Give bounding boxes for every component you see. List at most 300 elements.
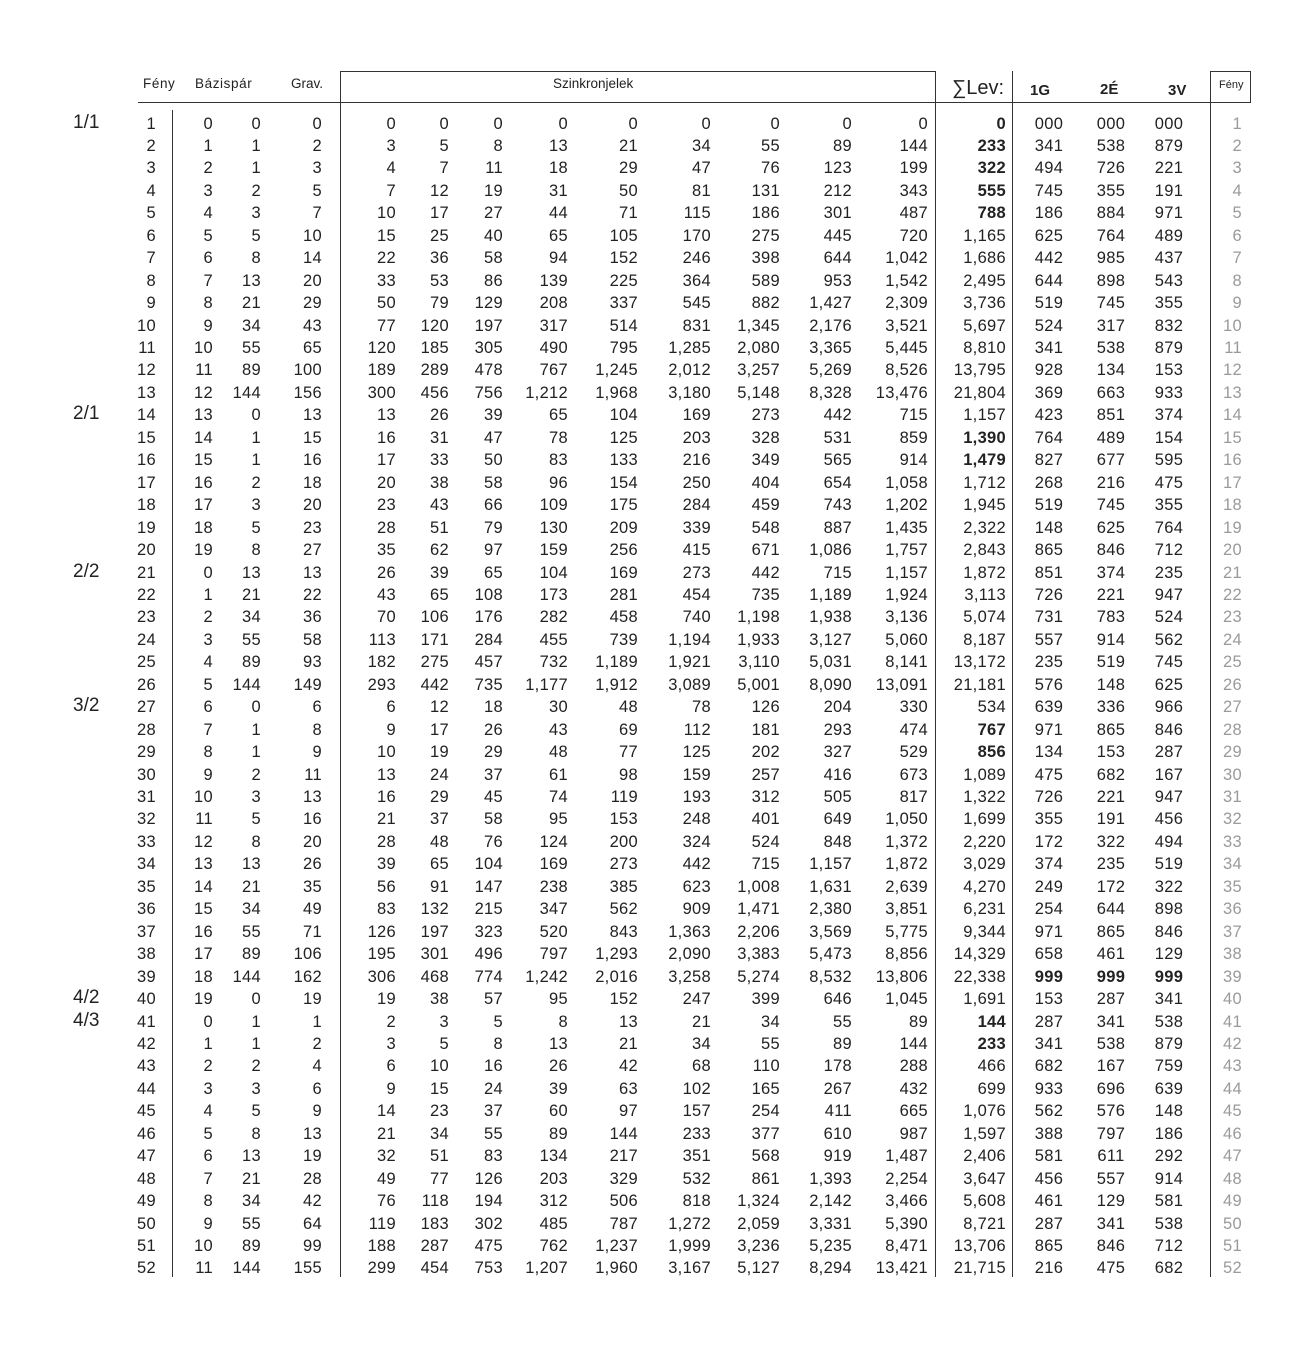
szinkron-value: 404 [751,473,780,492]
szinkron-value: 1,968 [595,383,638,402]
value-2e: 461 [1096,945,1126,964]
row-number-right: 7 [1232,249,1242,268]
bazispar-a: 1 [203,585,213,604]
bazispar-b: 5 [251,1102,261,1121]
sum-lev-value: 21,181 [953,675,1006,694]
row-number-right: 8 [1232,271,1242,290]
value-3v: 832 [1154,316,1184,335]
section-label: 3/2 [73,695,100,717]
value-3v: 191 [1154,181,1184,200]
bazispar-a: 1 [203,1034,213,1053]
szinkron-value: 171 [420,630,449,649]
szinkron-value: 28 [377,518,396,537]
szinkron-value: 154 [609,473,638,492]
grav-value: 36 [303,608,322,627]
szinkron-value: 48 [430,832,449,851]
szinkron-value: 649 [823,810,852,829]
szinkron-value: 38 [430,990,449,1009]
bazispar-a: 10 [194,1237,213,1255]
value-2e: 374 [1096,563,1126,582]
szinkron-value: 1,045 [885,990,928,1009]
szinkron-value: 3,466 [885,1192,928,1211]
szinkron-value: 55 [484,1124,503,1143]
sum-lev-value: 1,390 [963,428,1006,447]
szinkron-value: 8 [493,136,503,155]
szinkron-value: 113 [368,630,396,649]
value-1g: 287 [1034,1012,1064,1031]
grav-value: 1 [312,1012,322,1031]
szinkron-value: 5,127 [737,1259,780,1278]
szinkron-value: 329 [609,1169,638,1188]
bazispar-a: 7 [203,720,213,739]
value-1g: 369 [1034,383,1064,402]
szinkron-value: 74 [549,788,568,806]
szinkron-value: 385 [609,877,638,896]
szinkron-value: 203 [682,428,711,447]
bazispar-b: 3 [251,1079,261,1098]
value-3v: 879 [1154,136,1184,155]
row-number-right: 39 [1223,967,1242,986]
szinkron-value: 442 [823,406,852,425]
szinkron-value: 120 [420,316,449,335]
szinkron-value: 43 [549,720,568,739]
value-3v: 341 [1154,990,1184,1009]
grav-value: 42 [303,1192,322,1211]
row-number: 37 [137,922,156,941]
szinkron-value: 818 [682,1192,711,1211]
szinkron-value: 715 [823,563,852,582]
szinkron-value: 49 [377,1169,396,1188]
row-number: 48 [137,1169,156,1188]
szinkron-value: 1,212 [525,383,568,402]
header-feny-right: Fény [1219,79,1244,91]
row-number: 23 [137,608,156,627]
row-number-right: 35 [1223,877,1242,896]
value-1g: 456 [1034,1169,1064,1188]
szinkron-value: 176 [474,608,503,627]
value-1g: 172 [1034,832,1064,851]
szinkron-value: 134 [539,1147,568,1166]
szinkron-value: 129 [474,294,503,313]
row-number: 45 [137,1102,156,1121]
value-1g: 524 [1034,316,1064,335]
value-1g: 388 [1034,1124,1064,1143]
szinkron-value: 740 [682,608,711,627]
szinkron-value: 13 [377,406,396,425]
szinkron-value: 1,237 [595,1237,638,1255]
grav-value: 26 [303,855,322,874]
row-number: 49 [137,1192,156,1211]
szinkron-value: 79 [430,294,449,313]
szinkron-value: 3,236 [737,1237,780,1255]
bazispar-a: 3 [203,181,213,200]
szinkron-value: 0 [386,114,396,133]
szinkron-value: 1,487 [885,1147,928,1166]
szinkron-value: 327 [823,743,852,762]
header-bottom-rule [138,102,1250,103]
sum-lev-value: 144 [977,1012,1006,1031]
szinkron-value: 5,274 [737,967,780,986]
szinkron-value: 909 [682,900,711,919]
section-label: 2/1 [73,403,100,425]
value-1g: 249 [1034,877,1064,896]
szinkron-value: 8 [558,1012,568,1031]
szinkron-value: 411 [824,1102,852,1121]
grav-value: 5 [312,181,322,200]
bazispar-b: 0 [251,698,261,717]
row-number-right: 36 [1223,900,1242,919]
row-number: 8 [146,271,156,290]
row-number-right: 11 [1224,339,1242,357]
szinkron-value: 24 [430,765,449,784]
grav-value: 18 [303,473,322,492]
szinkron-value: 65 [430,585,449,604]
szinkron-value: 987 [899,1124,928,1143]
grav-value: 7 [312,204,322,223]
szinkron-value: 312 [751,788,780,806]
grav-value: 71 [303,922,322,941]
szinkron-value: 1,757 [885,541,928,560]
value-1g: 562 [1034,1102,1064,1121]
szinkron-value: 1,999 [668,1237,711,1255]
grav-value: 65 [303,339,322,357]
row-number: 28 [137,720,156,739]
grav-value: 162 [293,967,322,986]
szinkron-value: 531 [823,428,852,447]
szinkron-value: 273 [609,855,638,874]
szinkron-value: 8 [493,1034,503,1053]
value-2e: 576 [1096,1102,1126,1121]
bazispar-b: 1 [251,159,261,178]
szinkron-value: 5,390 [885,1214,928,1233]
row-number: 1 [146,114,156,133]
value-3v: 519 [1154,855,1184,874]
szinkron-value: 1,194 [668,630,711,649]
szinkron-value: 11 [485,159,503,178]
bazispar-b: 55 [242,630,261,649]
row-number-right: 13 [1223,383,1242,402]
szinkron-value: 33 [430,451,449,470]
row-number-right: 49 [1223,1192,1242,1211]
szinkron-value: 919 [823,1147,852,1166]
szinkron-value: 2 [386,1012,396,1031]
szinkron-value: 442 [682,855,711,874]
value-3v: 437 [1154,249,1184,268]
szinkron-value: 0 [918,114,928,133]
szinkron-value: 644 [823,249,852,268]
szinkron-value: 861 [751,1169,780,1188]
szinkron-value: 454 [682,585,711,604]
szinkron-value: 105 [609,226,638,245]
row-number: 40 [137,990,156,1009]
value-1g: 625 [1034,226,1064,245]
bazispar-b: 3 [251,496,261,515]
szinkron-value: 26 [430,406,449,425]
szinkron-value: 1,050 [885,810,928,829]
sum-lev-value: 3,736 [963,294,1006,313]
bazispar-a: 12 [194,383,213,402]
row-number-right: 15 [1223,428,1242,447]
value-3v: 745 [1154,653,1184,672]
grav-value: 29 [303,294,322,313]
row-number: 35 [137,877,156,896]
szinkron-value: 1,393 [809,1169,852,1188]
value-3v: 475 [1154,473,1184,492]
szinkron-value: 22 [377,249,396,268]
szinkron-value: 953 [823,271,852,290]
szinkron-value: 739 [609,630,638,649]
bazispar-a: 0 [203,563,213,582]
row-number-right: 47 [1223,1147,1242,1166]
bazispar-a: 4 [203,653,213,672]
row-number: 31 [137,788,156,806]
szinkron-value: 65 [549,406,568,425]
value-2e: 538 [1096,136,1126,155]
szinkron-value: 562 [609,900,638,919]
row-number: 27 [137,698,156,717]
value-3v: 947 [1154,788,1184,806]
szinkron-value: 665 [899,1102,928,1121]
header-top-rule [340,71,935,72]
value-3v: 355 [1154,496,1184,515]
value-1g: 865 [1034,1237,1064,1255]
value-3v: 712 [1154,541,1184,560]
szinkron-value: 2,176 [809,316,852,335]
szinkron-value: 328 [751,428,780,447]
szinkron-value: 532 [682,1169,711,1188]
value-2e: 985 [1096,249,1126,268]
szinkron-value: 120 [367,339,396,357]
szinkron-value: 848 [823,832,852,851]
szinkron-value: 16 [484,1057,503,1076]
value-2e: 322 [1096,832,1126,851]
bazispar-a: 10 [194,339,213,357]
row-number-right: 25 [1223,653,1242,672]
grav-value: 4 [312,1057,322,1076]
szinkron-value: 735 [474,675,503,694]
szinkron-value: 8,471 [885,1237,928,1255]
sum-lev-value: 21,715 [953,1259,1006,1278]
szinkron-value: 169 [682,406,711,425]
szinkron-value: 66 [484,496,503,515]
value-2e: 557 [1096,1169,1126,1188]
sum-lev-value: 2,406 [963,1147,1006,1166]
szinkron-value: 77 [377,316,396,335]
bazispar-a: 15 [194,900,213,919]
szinkron-value: 42 [619,1057,638,1076]
szinkron-value: 58 [484,249,503,268]
szinkron-value: 181 [751,720,780,739]
value-2e: 000 [1096,114,1126,133]
bazispar-a: 11 [195,810,213,829]
szinkron-value: 13,091 [875,675,928,694]
szinkron-value: 86 [484,271,503,290]
szinkron-value: 19 [377,990,396,1009]
szinkron-value: 401 [751,810,780,829]
row-number: 14 [137,406,156,425]
szinkron-value: 0 [701,114,711,133]
szinkron-value: 182 [367,653,396,672]
szinkron-value: 19 [430,743,449,762]
sum-lev-value: 699 [977,1079,1006,1098]
szinkron-value: 2,309 [885,294,928,313]
grav-value: 100 [293,361,322,380]
value-1g: 557 [1034,630,1064,649]
bazispar-a: 14 [194,428,213,447]
szinkron-value: 48 [549,743,568,762]
row-number: 34 [137,855,156,874]
bazispar-b: 2 [251,1057,261,1076]
szinkron-value: 108 [474,585,503,604]
szinkron-value: 139 [539,271,568,290]
szinkron-value: 65 [430,855,449,874]
value-2e: 846 [1096,1237,1126,1255]
szinkron-value: 97 [619,1102,638,1121]
szinkron-value: 202 [751,743,780,762]
szinkron-value: 65 [549,226,568,245]
szinkron-value: 31 [549,181,568,200]
szinkron-value: 302 [474,1214,503,1233]
szinkron-value: 153 [609,810,638,829]
szinkron-value: 2,016 [595,967,638,986]
szinkron-value: 1,427 [809,294,852,313]
szinkron-value: 0 [628,114,638,133]
bazispar-a: 16 [194,922,213,941]
bazispar-a: 4 [203,1102,213,1121]
bazispar-b: 144 [232,675,261,694]
szinkron-value: 152 [609,249,638,268]
value-2e: 851 [1096,406,1126,425]
szinkron-value: 2,059 [737,1214,780,1233]
szinkron-value: 39 [377,855,396,874]
bazispar-b: 21 [242,1169,261,1188]
row-number: 30 [137,765,156,784]
szinkron-value: 8,294 [809,1259,852,1278]
sum-lev-value: 1,597 [963,1124,1006,1143]
szinkron-value: 89 [833,1034,852,1053]
value-2e: 287 [1096,990,1126,1009]
row-number: 16 [137,451,156,470]
bazispar-a: 0 [203,114,213,133]
szinkron-value: 110 [752,1057,780,1076]
szinkron-value: 12 [430,181,449,200]
bazispar-a: 6 [203,698,213,717]
szinkron-value: 8,532 [809,967,852,986]
szinkron-value: 57 [484,990,503,1009]
szinkron-value: 50 [484,451,503,470]
row-number: 44 [137,1079,156,1098]
szinkron-value: 23 [377,496,396,515]
value-2e: 167 [1096,1057,1126,1076]
szinkron-value: 83 [549,451,568,470]
szinkron-value: 1,198 [737,608,780,627]
szinkron-value: 454 [420,1259,449,1278]
szinkron-value: 65 [484,563,503,582]
szinkron-value: 457 [474,653,503,672]
bazispar-b: 13 [242,1147,261,1166]
bazispar-a: 17 [194,945,213,964]
szinkron-value: 281 [609,585,638,604]
sum-lev-value: 3,029 [963,855,1006,874]
grav-value: 13 [303,563,322,582]
szinkron-value: 8,090 [809,675,852,694]
szinkron-value: 37 [430,810,449,829]
grav-value: 8 [312,720,322,739]
szinkron-value: 102 [682,1079,711,1098]
header-feny: Fény [143,76,176,91]
value-1g: 287 [1034,1214,1064,1233]
szinkron-value: 4 [386,159,396,178]
bazispar-b: 3 [251,788,261,806]
value-2e: 475 [1096,1259,1126,1278]
bazispar-a: 3 [203,630,213,649]
grav-value: 14 [303,249,322,268]
szinkron-value: 47 [692,159,711,178]
szinkron-value: 5,775 [885,922,928,941]
szinkron-value: 216 [682,451,711,470]
szinkron-value: 284 [682,496,711,515]
sum-lev-value: 1,157 [963,406,1006,425]
szinkron-value: 774 [474,967,503,986]
bazispar-a: 1 [203,136,213,155]
row-number: 9 [146,294,156,313]
value-2e: 865 [1096,922,1126,941]
szinkron-value: 43 [430,496,449,515]
szinkron-value: 1,924 [885,585,928,604]
bazispar-a: 14 [194,877,213,896]
value-1g: 475 [1034,765,1064,784]
bazispar-b: 8 [251,249,261,268]
szinkron-value: 12 [430,698,449,717]
row-number-right: 2 [1232,136,1242,155]
szinkron-value: 257 [751,765,780,784]
szinkron-value: 169 [609,563,638,582]
value-1g: 581 [1034,1147,1064,1166]
value-3v: 971 [1154,204,1184,223]
szinkron-value: 3,331 [809,1214,852,1233]
grav-value: 20 [303,832,322,851]
szinkron-value: 254 [751,1102,780,1121]
szinkron-value: 50 [377,294,396,313]
value-1g: 442 [1034,249,1064,268]
szinkron-value: 200 [609,832,638,851]
szinkron-value: 76 [761,159,780,178]
szinkron-value: 1,912 [595,675,638,694]
bazispar-b: 1 [251,1012,261,1031]
grav-value: 27 [303,541,322,560]
bazispar-a: 7 [203,1169,213,1188]
row-number-right: 3 [1232,159,1242,178]
bazispar-a: 12 [194,832,213,851]
szinkron-value: 343 [899,181,928,200]
bazispar-a: 3 [203,1079,213,1098]
szinkron-value: 39 [549,1079,568,1098]
header-bazispar: Bázispár [195,76,253,91]
divider-szinkron-right [935,71,936,1277]
szinkron-value: 9 [386,720,396,739]
szinkron-value: 26 [377,563,396,582]
grav-value: 2 [312,1034,322,1053]
szinkron-value: 273 [751,406,780,425]
szinkron-value: 34 [692,136,711,155]
row-number: 20 [137,541,156,560]
szinkron-value: 312 [539,1192,568,1211]
szinkron-value: 246 [682,249,711,268]
szinkron-value: 21 [619,1034,638,1053]
szinkron-value: 70 [377,608,396,627]
szinkron-value: 1,938 [809,608,852,627]
szinkron-value: 10 [430,1057,449,1076]
